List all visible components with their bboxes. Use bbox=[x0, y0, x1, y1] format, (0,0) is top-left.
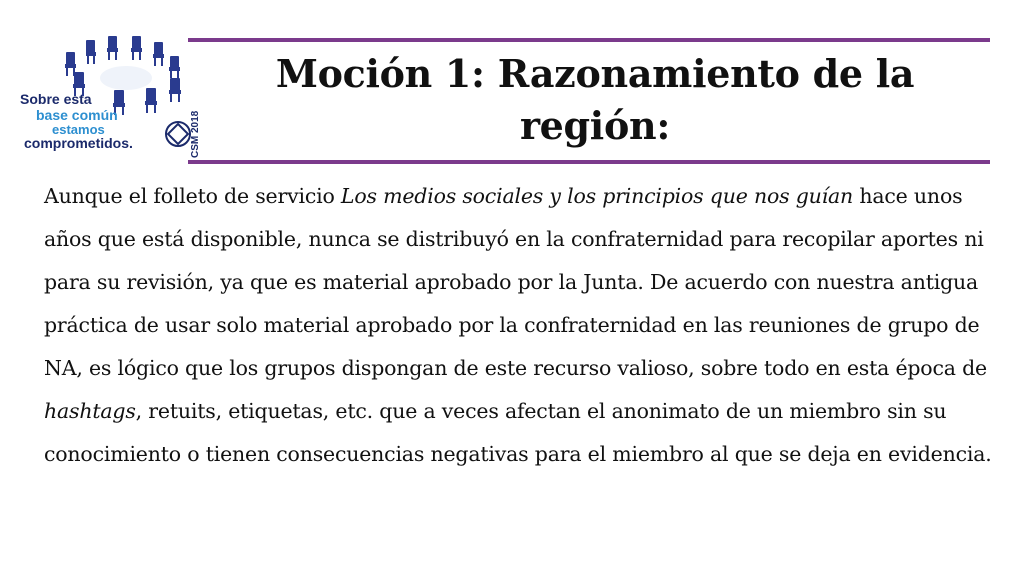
text-run: hace unos años que está disponible, nunca se distribuyó en la confraternidad para recopilar aportes ni para su revisión, ya que es material aprobado por la Junta. De acuerdo con nuestra antigua práctica de usar solo material aprobado por la confraternidad en las reuniones de grupo de NA, es lógico que los grupos dispongan de este recurso valioso, sobre todo en esta época de bbox=[44, 184, 987, 380]
text-run: Aunque el folleto de servicio bbox=[44, 184, 341, 208]
logo-line-3: estamos bbox=[52, 122, 105, 137]
csm-2018-logo bbox=[14, 30, 209, 165]
title-bottom-rule bbox=[188, 160, 990, 164]
title-top-rule bbox=[188, 38, 990, 42]
text-run: , retuits, etiquetas, etc. que a veces afectan el anonimato de un miembro sin su conocimiento o tienen consecuencias negativas para el miembro al que se deja en evidencia. bbox=[44, 399, 992, 466]
italic-text-run: hashtags bbox=[44, 399, 136, 423]
na-diamond-icon bbox=[166, 122, 190, 146]
logo-side-text: CSM 2018 bbox=[190, 110, 201, 158]
italic-text-run: Los medios sociales y los principios que nos guían bbox=[340, 184, 854, 208]
logo-line-4: comprometidos. bbox=[24, 135, 133, 151]
slide-title: Moción 1: Razonamiento de la región: bbox=[275, 51, 915, 148]
chairs-circle-logo-graphic bbox=[14, 30, 209, 165]
logo-line-2: base común bbox=[36, 107, 118, 123]
logo-line-1: Sobre esta bbox=[20, 91, 92, 107]
slide-body-paragraph bbox=[44, 175, 994, 476]
